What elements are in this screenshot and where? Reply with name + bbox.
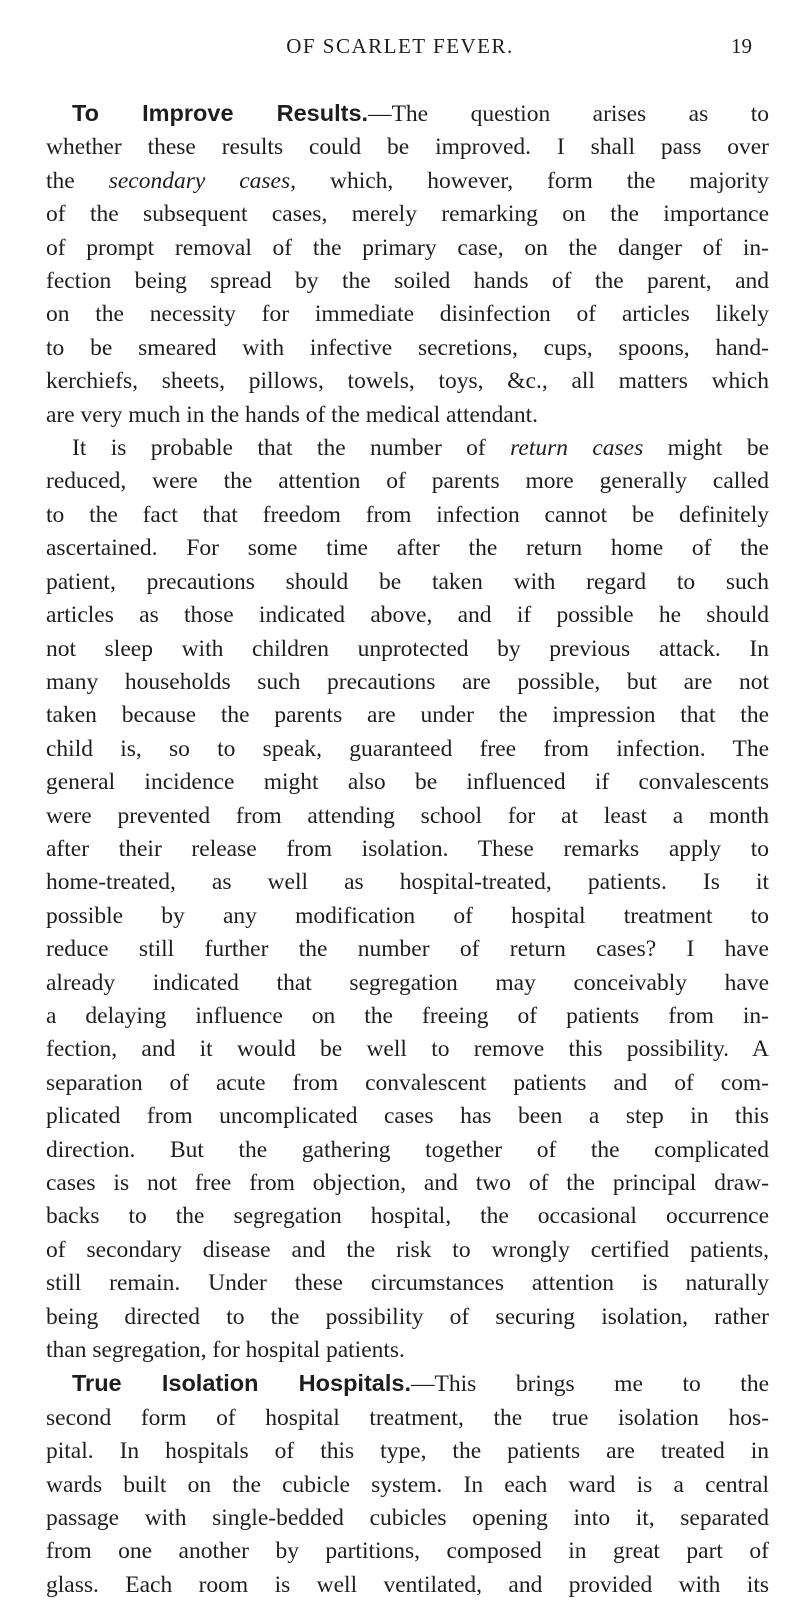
text-line: of the subsequent cases, merely remarking on the importance <box>46 201 769 228</box>
text-line: already indicated that segregation may conceivably have <box>46 969 769 996</box>
text-line: ascertained. For some time after the return home of the <box>46 535 769 562</box>
text-line: child is, so to speak, guaranteed free from infection. The <box>46 735 769 762</box>
text-line: plicated from uncomplicated cases has been a step in this <box>46 1103 769 1130</box>
text-line: fection being spread by the soiled hands of the parent, and <box>46 268 769 295</box>
section-heading-improve-results: To Improve Results. <box>72 100 369 126</box>
text-line: of prompt removal of the primary case, on the danger of in- <box>46 234 769 261</box>
paragraph-true-isolation <box>46 1367 769 1602</box>
italic-term: return cases <box>510 435 644 462</box>
text-line: cases is not free from objection, and two of the principal draw- <box>46 1170 769 1196</box>
text-line: home-treated, as well as hospital-treated, patients. Is it <box>46 869 769 896</box>
text-line: after their release from isolation. These remarks apply to <box>46 835 769 862</box>
text-line <box>46 165 769 198</box>
line-text: might be <box>643 435 770 462</box>
text-line: than segregation, for hospital patients. <box>46 1337 405 1364</box>
text-line: kerchiefs, sheets, pillows, towels, toys, &c., all matters which <box>46 368 769 395</box>
running-head <box>0 28 800 68</box>
text-line: taken because the parents are under the impression that the <box>46 702 769 729</box>
text-line: reduced, were the attention of parents more generally called <box>46 468 769 495</box>
text-line: a delaying influence on the freeing of patients from in- <box>46 1002 769 1029</box>
text-line: from one another by partitions, composed in great part of <box>46 1538 769 1565</box>
paragraph-return-cases <box>46 432 769 1367</box>
text-line: were prevented from attending school for at least a month <box>46 802 769 829</box>
text-line: backs to the segregation hospital, the occasional occurrence <box>46 1203 769 1230</box>
heading-dash: — <box>368 101 392 127</box>
paragraph-improve-results <box>46 97 769 432</box>
text-line: not sleep with children unprotected by previous attack. In <box>46 635 769 662</box>
line-text: The question arises as to <box>391 101 769 127</box>
text-line: are very much in the hands of the medical attendant. <box>46 401 539 428</box>
text-line <box>46 1367 769 1401</box>
text-line: reduce still further the number of return cases? I have <box>46 936 769 963</box>
text-line: passage with single-bedded cubicles opening into it, separated <box>46 1505 769 1532</box>
text-line: glass. Each room is well ventilated, and provided with its <box>46 1571 769 1598</box>
line-text: It is probable that the number of <box>72 435 486 462</box>
line-text: the <box>46 167 75 194</box>
text-line: many households such precautions are possible, but are not <box>46 668 769 695</box>
text-line <box>46 432 769 465</box>
text-line: of secondary disease and the risk to wrongly certified patients, <box>46 1236 769 1263</box>
text-line: whether these results could be improved. I shall pass over <box>46 134 769 161</box>
italic-term: secondary cases, <box>108 167 297 194</box>
body-text <box>46 97 769 1602</box>
line-text: which, however, form the majority <box>296 167 769 194</box>
text-line: general incidence might also be influenced if convalescents <box>46 769 769 796</box>
text-line: being directed to the possibility of securing isolation, rather <box>46 1303 769 1330</box>
text-line: to the fact that freedom from infection cannot be definitely <box>46 501 769 528</box>
text-line: fection, and it would be well to remove this possibility. A <box>46 1036 769 1063</box>
heading-dash: — <box>411 1371 435 1398</box>
text-line <box>46 97 769 131</box>
text-line: second form of hospital treatment, the true isolation hos- <box>46 1404 769 1431</box>
text-line: separation of acute from convalescent patients and of com- <box>46 1069 769 1096</box>
text-line: to be smeared with infective secretions, cups, spoons, hand- <box>46 334 769 361</box>
text-line: pital. In hospitals of this type, the patients are treated in <box>46 1438 769 1465</box>
section-heading-true-isolation: True Isolation Hospitals. <box>72 1370 411 1397</box>
text-line: direction. But the gathering together of the complicated <box>46 1136 769 1163</box>
text-line: on the necessity for immediate disinfection of articles likely <box>46 301 769 328</box>
text-line: patient, precautions should be taken with regard to such <box>46 568 769 595</box>
running-title: OF SCARLET FEVER. <box>286 34 514 58</box>
text-line: possible by any modification of hospital treatment to <box>46 902 769 929</box>
text-line: still remain. Under these circumstances attention is naturally <box>46 1270 769 1297</box>
text-line: articles as those indicated above, and if possible he should <box>46 602 769 629</box>
text-line: wards built on the cubicle system. In each ward is a central <box>46 1471 769 1498</box>
page-number: 19 <box>731 34 752 58</box>
line-text: This brings me to the <box>434 1371 769 1398</box>
